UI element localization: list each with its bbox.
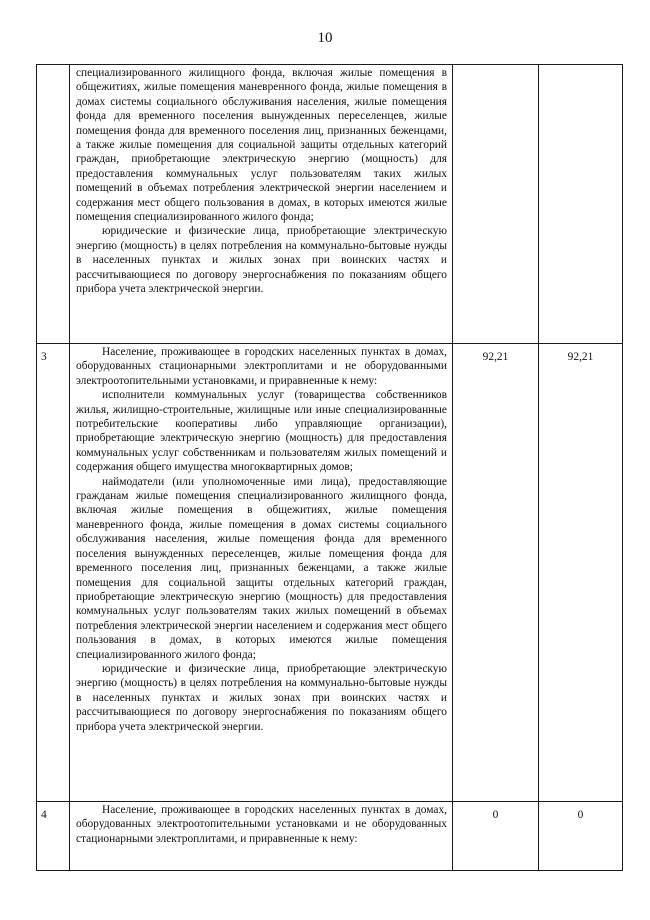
description-paragraph: Население, проживающее в городских населенных пунктах в домах, оборудованных электроотопительными установками и не оборудованных стационарными электроплитами, и приравненные к нему: [76,804,447,845]
description-paragraph: наймодатели (или уполномоченные ими лица), предоставляющие гражданам жилые помещения специализированного жилищного фонда, включая жилые помещения в общежитиях, жилые помещения маневренного фонда, жилые помещения в домах системы социального обслуживания населения, жилые помещения фонда для временного поселения вынужденных переселенцев, жилые помещения фонда для временного поселения лиц, признанных беженцами, а также жилые помещения для социальной защиты отдельных категорий граждан, приобретающие электрическую энергию (мощность) для предоставления коммунальных услуг пользователям таких жилых помещений в объемах потребления электрической энергии населением и содержания мест общего пользования в домах, в которых имеются жилые помещения специализированного жилого фонда; [76,475,447,661]
row-description-cell [70,65,453,344]
table-row [37,802,623,871]
row-number-cell: 3 [37,344,70,802]
description-paragraph: специализированного жилищного фонда, включая жилые помещения в общежитиях, жилые помещения маневренного фонда, жилые помещения в домах системы социального обслуживания населения, жилые помещения фонда для временного поселения вынужденных переселенцев, жилые помещения фонда для временного поселения лиц, признанных беженцами, а также жилые помещения для социальной защиты отдельных категорий граждан, приобретающие электрическую энергию (мощность) для предоставления коммунальных услуг пользователям таких жилых помещений в объемах потребления электрической энергии населением и содержания мест общего пользования в домах, в которых имеются жилые помещения специализированного жилого фонда; [76,67,447,224]
row-number-cell: 4 [37,802,70,871]
value-cell-1: 92,21 [453,344,539,802]
row-description-cell [70,344,453,802]
value-cell-2: 92,21 [539,344,623,802]
value-cell-2 [539,65,623,344]
page-number: 10 [317,30,333,46]
value-cell-1: 0 [453,802,539,871]
table-row [37,344,623,802]
description-paragraph: исполнители коммунальных услуг (товарищества собственников жилья, жилищно-строительные, жилищные или иные специализированные потребительские кооперативы либо управляющие организации), приобретающие электрическую энергию (мощность) для предоставления коммунальных услуг собственникам и пользователям жилых помещений и содержания общего имущества многоквартирных домов; [76,389,447,474]
row-number-cell [37,65,70,344]
row-description-cell [70,802,453,871]
description-paragraph: юридические и физические лица, приобретающие электрическую энергию (мощность) в целях потребления на коммунально-бытовые нужды в населенных пунктах и жилых зонах при воинских частях и рассчитывающиеся по договору энергоснабжения по показаниям общего прибора учета электрической энергии. [76,225,447,296]
value-cell-1 [453,65,539,344]
value-cell-2: 0 [539,802,623,871]
description-paragraph: юридические и физические лица, приобретающие электрическую энергию (мощность) в целях потребления на коммунально-бытовые нужды в населенных пунктах и жилых зонах при воинских частях и рассчитывающиеся по договору энергоснабжения по показаниям общего прибора учета электрической энергии. [76,662,447,733]
table-row [37,65,623,344]
tariff-table [36,64,623,871]
description-paragraph: Население, проживающее в городских населенных пунктах в домах, оборудованных стационарными электроплитами и не оборудованными электроотопительными установками, и приравненные к нему: [76,346,447,387]
